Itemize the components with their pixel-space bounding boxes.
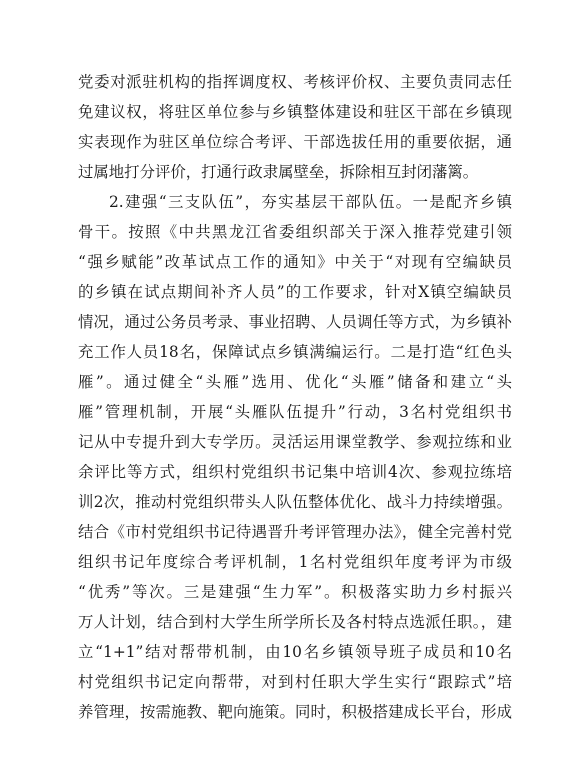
text-line: 余评比等方式，组织村党组织书记集中培训4次、参观拉练培 [78,463,512,481]
text-line: “优秀”等次。三是建强“生力军”。积极落实助力乡村振兴 [78,583,512,601]
text-line: 组织书记年度综合考评机制，1名村党组织年度考评为市级 [78,553,512,571]
document-body [78,67,512,727]
text-line: 训2次，推动村党组织带头人队伍整体优化、战斗力持续增强。 [78,493,512,511]
text-line: 结合《市村党组织书记待遇晋升考评管理办法》，健全完善村党 [78,523,512,541]
text-line: 充工作人员18名，保障试点乡镇满编运行。二是打造“红色头 [78,343,512,361]
text-line: 情况，通过公务员考录、事业招聘、人员调任等方式，为乡镇补 [78,313,512,331]
text-line: 记从中专提升到大专学历。灵活运用课堂教学、参观拉练和业 [78,433,512,451]
text-line: 养管理，按需施教、靶向施策。同时，积极搭建成长平台，形成 [78,703,512,721]
text-line: 党委对派驻机构的指挥调度权、考核评价权、主要负责同志任 [78,73,512,91]
section-heading-line: 2.建强“三支队伍”，夯实基层干部队伍。一是配齐乡镇 [109,193,512,211]
text-line: 万人计划，结合到村大学生所学所长及各村特点选派任职。，建 [78,613,512,631]
text-line: 的乡镇在试点期间补齐人员”的工作要求，针对X镇空编缺员 [78,283,512,301]
text-line: 免建议权，将驻区单位参与乡镇整体建设和驻区干部在乡镇现 [78,103,512,121]
text-line: 实表现作为驻区单位综合考评、干部选拔任用的重要依据，通 [78,133,512,151]
text-line: 骨干。按照《中共黑龙江省委组织部关于深入推荐党建引领 [78,223,512,241]
text-line: 过属地打分评价，打通行政隶属壁垒，拆除相互封闭藩篱。 [78,163,479,181]
text-line: 雁”。通过健全“头雁”选用、优化“头雁”储备和建立“头 [78,373,512,391]
text-line: 村党组织书记定向帮带，对到村任职大学生实行“跟踪式”培 [78,673,512,691]
text-line: 雁”管理机制，开展“头雁队伍提升”行动，3名村党组织书 [78,403,512,421]
text-line: “强乡赋能”改革试点工作的通知》中关于“对现有空编缺员 [78,253,512,271]
text-line: 立“1+1”结对帮带机制，由10名乡镇领导班子成员和10名 [78,643,512,661]
